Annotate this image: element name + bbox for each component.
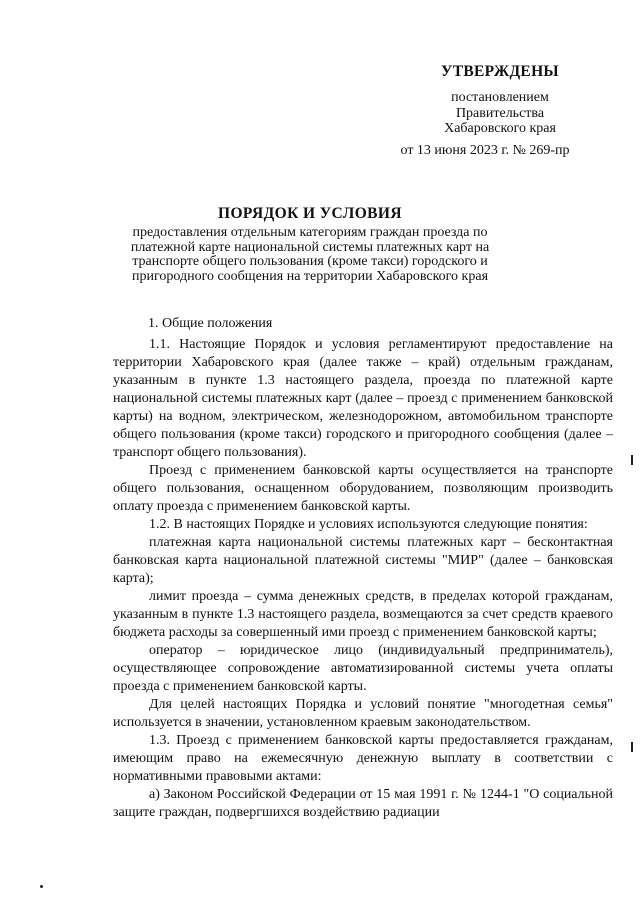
paragraph: оператор – юридическое лицо (индивидуальный предприниматель), осуществляющее сопровождение автоматизированной системы учета оплаты проезда с применением банковской карты. [113, 643, 613, 694]
approval-line-3: Хабаровского края [444, 121, 556, 136]
approval-line-1: постановлением [451, 90, 549, 105]
approval-block [400, 62, 600, 159]
paragraph: лимит проезда – сумма денежных средств, в пределах которой гражданам, указанным в пункте 1.3 настоящего раздела, возмещаются за счет средств краевого бюджета расходы за совершенный ими проезд с применением банковской карты; [113, 589, 613, 640]
document-body [113, 336, 613, 822]
paragraph: а) Законом Российской Федерации от 15 мая 1991 г. № 1244-1 "О социальной защите граждан, подвергшихся воздействию радиации [113, 787, 613, 820]
approval-line-2: Правительства [455, 105, 545, 121]
document-subtitle: предоставления отдельным категориям граждан проезда по платежной карте национальной системы платежных карт на транспорте общего пользования (кроме такси) городского и пригородного сообщения на территории Хабаровского края [130, 225, 490, 284]
document-title: ПОРЯДОК И УСЛОВИЯ [218, 205, 402, 222]
scan-mark [631, 455, 633, 465]
paragraph: Для целей настоящих Порядка и условий понятие "многодетная семья" используется в значении, установленном краевым законодательством. [113, 697, 613, 730]
paragraph: 1.3. Проезд с применением банковской карты предоставляется гражданам, имеющим право на ежемесячную денежную выплату в соответствии с нормативными правовыми актами: [113, 733, 613, 784]
approval-date: от 13 июня 2023 г. № 269-пр [400, 142, 570, 158]
scan-dot [40, 885, 43, 888]
scan-mark [631, 742, 633, 752]
paragraph: платежная карта национальной системы платежных карт – бесконтактная банковская карта национальной платежной системы "МИР" (далее – банковская карта); [113, 535, 613, 586]
paragraph: 1.1. Настоящие Порядок и условия регламентируют предоставление на территории Хабаровского края (далее также – край) отдельным гражданам, указанным в пункте 1.3 настоящего раздела, проезда по платежной карте национальной системы платежных карт (далее – проезд с применением банковской карты) на водном, электрическом, железнодорожном, автомобильном транспорте общего пользования (кроме такси) городского и пригородного сообщения (далее – транспорт общего пользования). [113, 337, 613, 460]
paragraph: 1.2. В настоящих Порядке и условиях используются следующие понятия: [149, 517, 588, 532]
section-heading: 1. Общие положения [148, 316, 273, 331]
paragraph: Проезд с применением банковской карты осуществляется на транспорте общего пользования, оснащенном оборудованием, позволяющим производить оплату проезда с применением банковской карты. [113, 463, 613, 514]
approval-heading: УТВЕРЖДЕНЫ [441, 63, 559, 80]
